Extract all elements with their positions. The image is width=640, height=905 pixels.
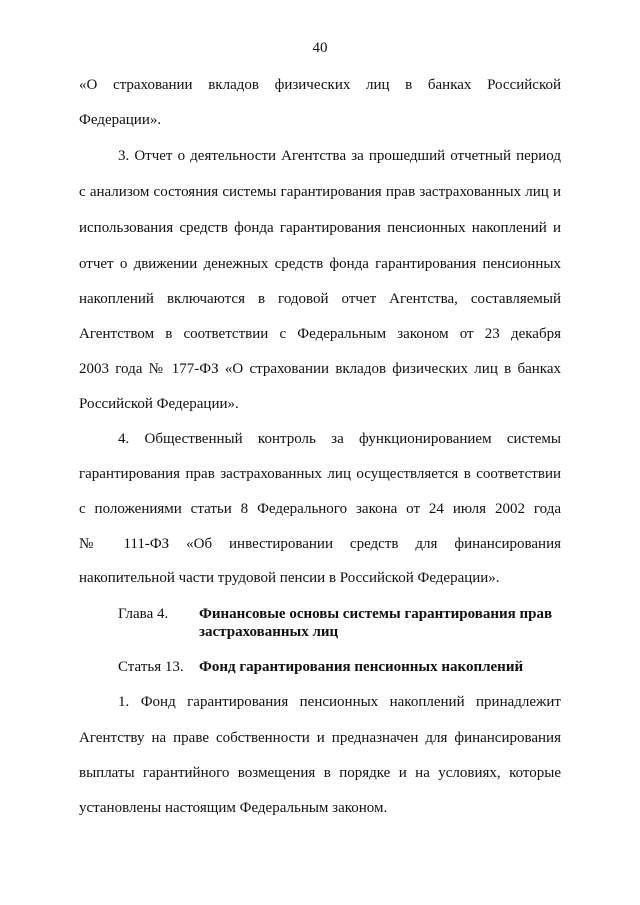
chapter-label: Глава 4. — [118, 606, 169, 622]
text-line: № 111-ФЗ «Об инвестировании средств для финансирования — [79, 536, 561, 552]
text-line: установлены настоящим Федеральным законом. — [79, 800, 388, 816]
paragraph-start: 4. Общественный контроль за функционированием системы — [118, 431, 561, 447]
text-line: с анализом состояния системы гарантирования прав застрахованных лиц и — [79, 184, 561, 200]
text-line: с положениями статьи 8 Федерального закона от 24 июля 2002 года — [79, 501, 561, 517]
paragraph-start: 1. Фонд гарантирования пенсионных накоплений принадлежит — [118, 694, 561, 710]
text-line: накоплений включаются в годовой отчет Агентства, составляемый — [79, 291, 561, 307]
text-line: 2003 года № 177-ФЗ «О страховании вкладов физических лиц в банках — [79, 361, 561, 377]
article-title: Фонд гарантирования пенсионных накоплений — [199, 659, 524, 675]
text-line: Агентству на праве собственности и предназначен для финансирования — [79, 730, 561, 746]
text-line: Агентством в соответствии с Федеральным законом от 23 декабря — [79, 326, 561, 342]
text-line: выплаты гарантийного возмещения в порядке и на условиях, которые — [79, 765, 561, 781]
paragraph-start: 3. Отчет о деятельности Агентства за прошедший отчетный период — [118, 148, 561, 164]
text-line: Российской Федерации». — [79, 396, 239, 412]
text-line: Федерации». — [79, 112, 162, 128]
text-line: гарантирования прав застрахованных лиц осуществляется в соответствии — [79, 466, 561, 482]
text-line: «О страховании вкладов физических лиц в банках Российской — [79, 77, 561, 93]
page-number: 40 — [312, 40, 328, 56]
text-line: отчет о движении денежных средств фонда гарантирования пенсионных — [79, 256, 561, 272]
text-line: накопительной части трудовой пенсии в Российской Федерации». — [79, 570, 500, 586]
chapter-title-line2: застрахованных лиц — [199, 624, 339, 640]
chapter-title-line1: Финансовые основы системы гарантирования прав — [199, 606, 553, 622]
text-line: использования средств фонда гарантирования пенсионных накоплений и — [79, 220, 561, 236]
article-label: Статья 13. — [118, 659, 184, 675]
